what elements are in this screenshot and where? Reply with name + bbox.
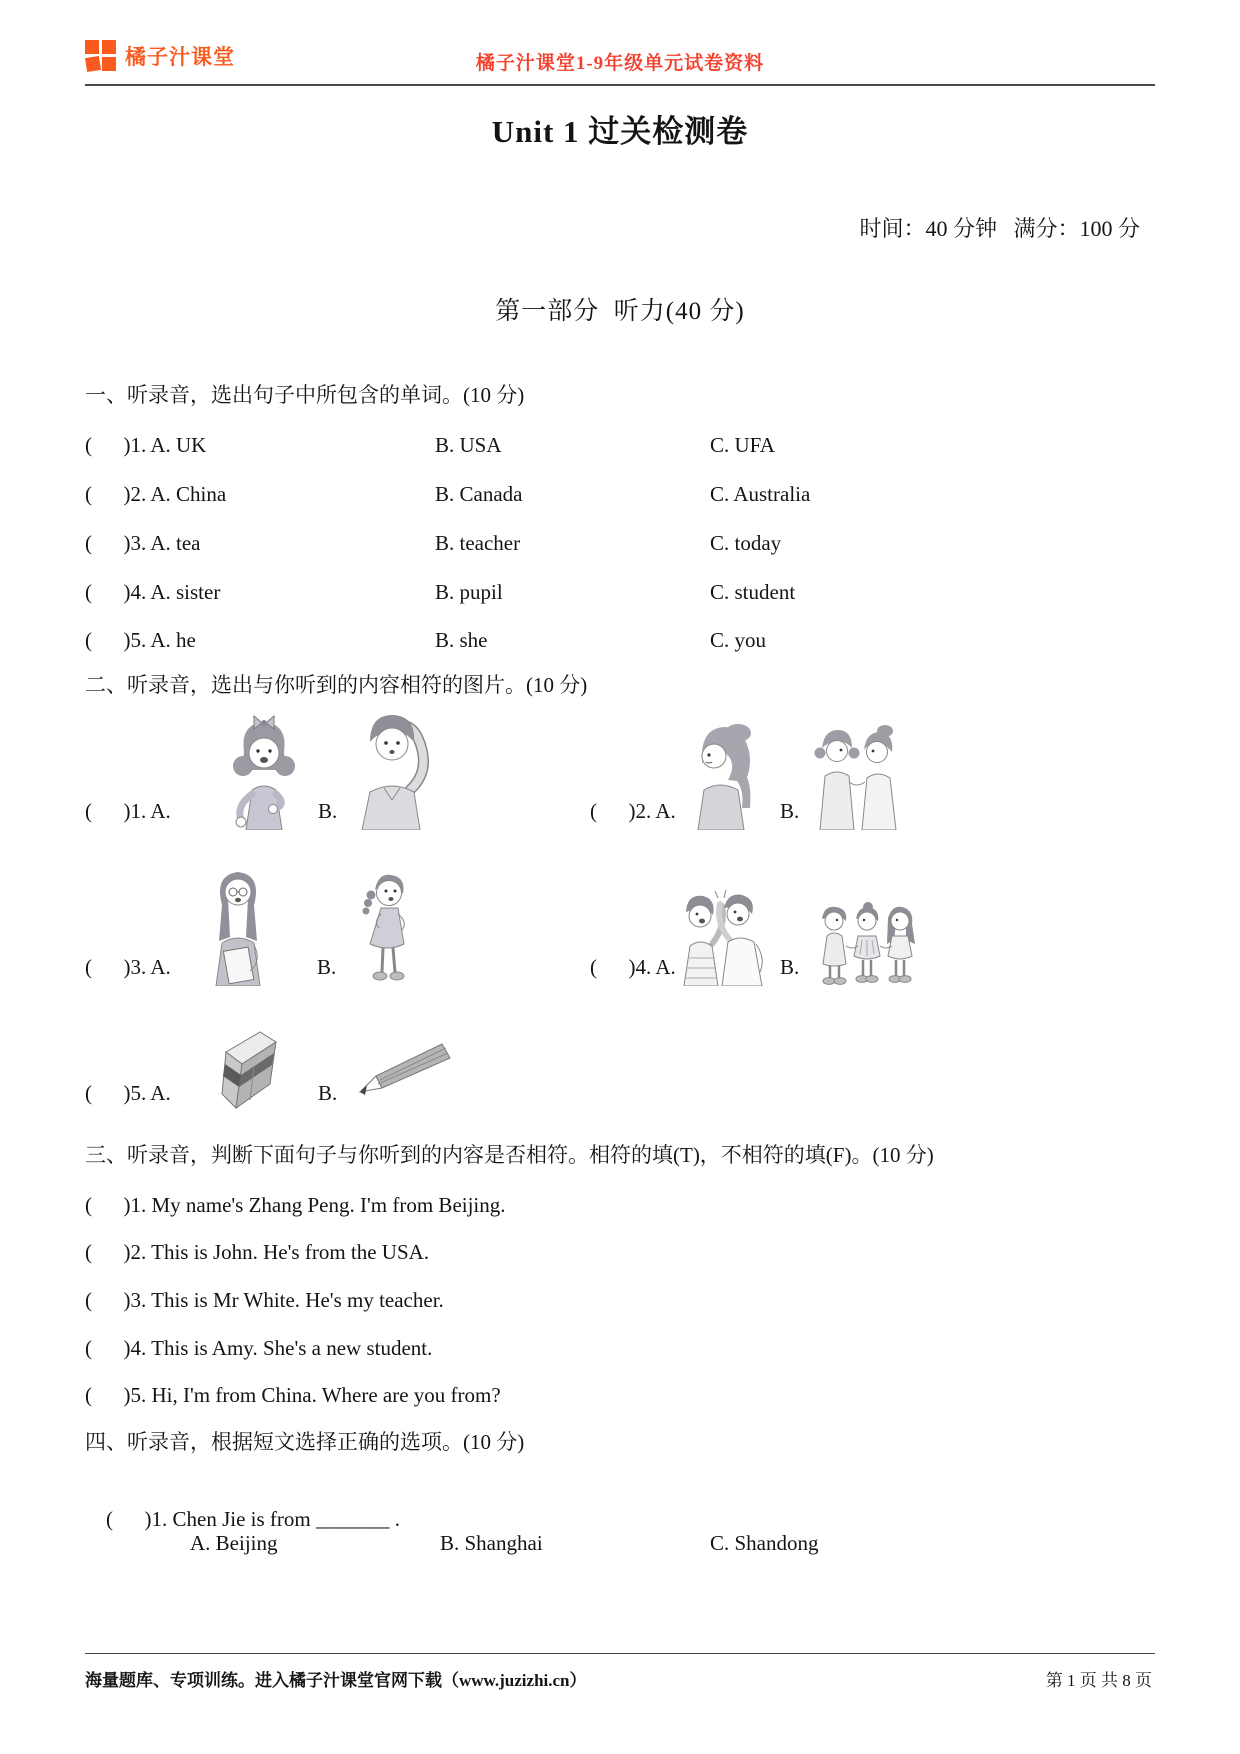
eraser-image <box>214 1026 280 1112</box>
s4-item-text: 1. Chen Jie is from <box>151 1507 316 1532</box>
picture-row-3 <box>0 1022 1240 1112</box>
option-a: 1. A. UK <box>130 433 207 457</box>
s1-item-row <box>0 628 1240 654</box>
q3-label: ( )3. A. <box>85 955 171 979</box>
s1-item-row <box>0 433 1240 459</box>
girl-ponytail-image <box>692 718 756 830</box>
q2-option-b-label: B. <box>780 799 800 823</box>
answer-paren: ( ) <box>85 580 131 604</box>
option-b: B. Shanghai <box>440 1531 543 1555</box>
section3-heading: 三、听录音，判断下面句子与你听到的内容是否相符。相符的填(T)，不相符的填(F)。(10 分) <box>85 1143 934 1167</box>
q3-option-b-label: B. <box>317 955 337 979</box>
two-boys-cheering-image <box>672 888 766 986</box>
s4-item-period: . <box>389 1507 400 1532</box>
q5-option-b-label: B. <box>318 1081 338 1105</box>
section2-heading: 二、听录音，选出与你听到的内容相符的图片。(10 分) <box>85 673 588 697</box>
footer-rule <box>85 1653 1155 1654</box>
part1-heading: 第一部分 听力(40 分) <box>495 298 745 325</box>
option-c: C. UFA <box>710 433 775 457</box>
s1-item-row <box>0 482 1240 508</box>
s3-item <box>85 1240 429 1264</box>
option-a: 2. A. China <box>130 482 227 506</box>
option-b: B. USA <box>435 433 502 457</box>
section4-heading: 四、听录音，根据短文选择正确的选项。(10 分) <box>85 1430 525 1454</box>
little-girl-dress-image <box>355 868 421 986</box>
option-a: 5. A. he <box>130 628 196 652</box>
pencil-image <box>354 1038 454 1100</box>
s3-item <box>85 1288 444 1312</box>
s1-item-row <box>0 580 1240 606</box>
answer-paren: ( ) <box>85 1240 131 1264</box>
q5-label: ( )5. A. <box>85 1081 171 1105</box>
answer-paren: ( ) <box>85 628 131 652</box>
option-c: C. student <box>710 580 796 604</box>
option-a: 3. A. tea <box>130 531 201 555</box>
header-rule <box>85 84 1155 86</box>
answer-paren: ( ) <box>85 433 131 457</box>
answer-paren: ( ) <box>106 1507 152 1532</box>
option-c: C. you <box>710 628 767 652</box>
girl-pointing-image <box>228 712 300 830</box>
option-b: B. Canada <box>435 482 523 506</box>
s3-item <box>85 1193 506 1217</box>
header-banner-text: 橘子汁课堂1-9年级单元试卷资料 <box>475 53 765 74</box>
boy-scratching-head-image <box>348 708 434 830</box>
s3-item-text: 3. This is Mr White. He's my teacher. <box>130 1288 444 1312</box>
page-title: Unit 1 过关检测卷 <box>491 114 749 149</box>
s4-options-row <box>0 1531 1240 1557</box>
two-girls-talking-image <box>812 720 902 830</box>
s1-item-row <box>0 531 1240 557</box>
s3-item-text: 4. This is Amy. She's a new student. <box>130 1336 433 1360</box>
section1-heading: 一、听录音，选出句子中所包含的单词。(10 分) <box>85 383 525 407</box>
s3-item-text: 2. This is John. He's from the USA. <box>130 1240 430 1264</box>
q1-label: ( )1. A. <box>85 799 171 823</box>
option-b: B. she <box>435 628 488 652</box>
q4-label: ( )4. A. <box>590 955 676 979</box>
three-girls-image <box>814 902 920 986</box>
answer-paren: ( ) <box>85 1288 131 1312</box>
s3-item <box>85 1383 501 1407</box>
answer-paren: ( ) <box>85 1336 131 1360</box>
s3-item-text: 1. My name's Zhang Peng. I'm from Beijing. <box>130 1193 506 1217</box>
picture-row-1 <box>0 706 1240 830</box>
option-c: C. Shandong <box>710 1531 819 1555</box>
logo-text: 橘子汁课堂 <box>125 45 235 69</box>
option-a: 4. A. sister <box>130 580 221 604</box>
q2-label: ( )2. A. <box>590 799 676 823</box>
answer-paren: ( ) <box>85 1193 131 1217</box>
s3-item <box>85 1336 432 1360</box>
footer-left-text: 海量题库、专项训练。进入橘子汁课堂官网下载（www.juzizhi.cn） <box>85 1671 587 1690</box>
option-c: C. Australia <box>710 482 811 506</box>
answer-paren: ( ) <box>85 1383 131 1407</box>
q1-option-b-label: B. <box>318 799 338 823</box>
time-score-line: 时间：40 分钟 满分：100 分 <box>859 216 1140 241</box>
answer-paren: ( ) <box>85 482 131 506</box>
option-b: B. teacher <box>435 531 521 555</box>
option-a: A. Beijing <box>190 1531 278 1555</box>
s3-item-text: 5. Hi, I'm from China. Where are you from? <box>130 1383 501 1407</box>
teacher-with-book-image <box>206 861 270 986</box>
option-c: C. today <box>710 531 782 555</box>
answer-paren: ( ) <box>85 531 131 555</box>
fill-in-blank: _______ <box>315 1507 390 1532</box>
footer-page-number: 第 1 页 共 8 页 <box>1045 1671 1152 1690</box>
q4-option-b-label: B. <box>780 955 800 979</box>
option-b: B. pupil <box>435 580 503 604</box>
picture-row-2 <box>0 858 1240 986</box>
